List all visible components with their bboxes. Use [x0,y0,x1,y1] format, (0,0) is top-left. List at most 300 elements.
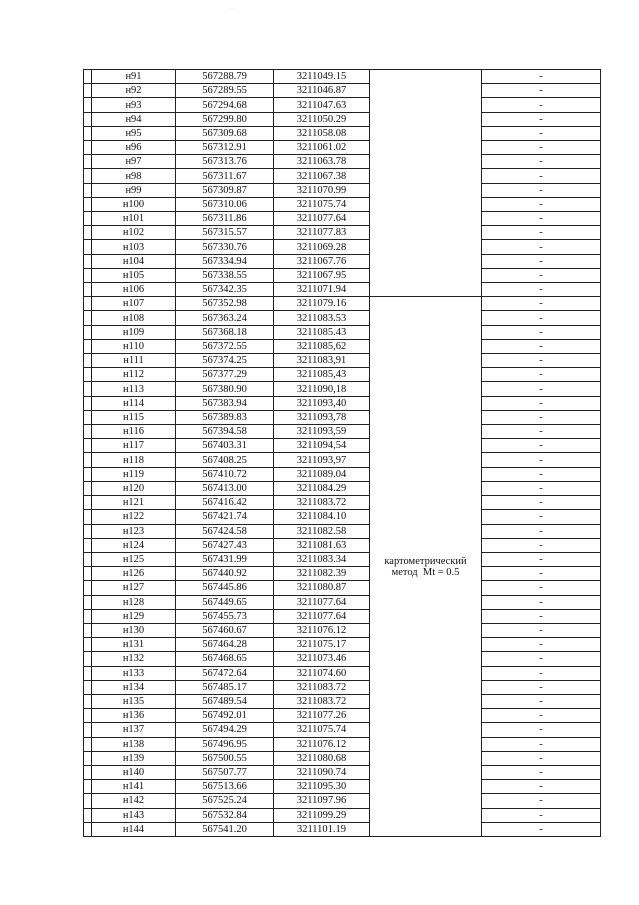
x-coordinate-cell: 567532.84 [176,808,274,822]
table-row [84,410,601,424]
row-margin-cell [84,126,92,140]
x-coordinate-cell: 567410.72 [176,467,274,481]
table-row [84,652,601,666]
last-column-cell: - [482,808,601,822]
y-coordinate-cell: 3211070.99 [274,183,370,197]
y-coordinate-cell: 3211075.17 [274,638,370,652]
x-coordinate-cell: 567338.55 [176,268,274,282]
last-column-cell: - [482,709,601,723]
y-coordinate-cell: 3211085.43 [274,325,370,339]
last-column-cell: - [482,311,601,325]
point-name-cell: н137 [92,723,176,737]
last-column-cell: - [482,98,601,112]
point-name-cell: н112 [92,368,176,382]
point-name-cell: н122 [92,510,176,524]
point-name-cell: н143 [92,808,176,822]
y-coordinate-cell: 3211081.63 [274,538,370,552]
point-name-cell: н113 [92,382,176,396]
y-coordinate-cell: 3211080.68 [274,751,370,765]
point-name-cell: н111 [92,354,176,368]
last-column-cell: - [482,481,601,495]
x-coordinate-cell: 567363.24 [176,311,274,325]
row-margin-cell [84,694,92,708]
last-column-cell: - [482,723,601,737]
table-row [84,822,601,836]
table-row [84,623,601,637]
table-row [84,680,601,694]
x-coordinate-cell: 567309.68 [176,126,274,140]
last-column-cell: - [482,254,601,268]
x-coordinate-cell: 567460.67 [176,623,274,637]
point-name-cell: н128 [92,595,176,609]
row-margin-cell [84,652,92,666]
last-column-cell: - [482,354,601,368]
y-coordinate-cell: 3211077.64 [274,595,370,609]
point-name-cell: н100 [92,197,176,211]
x-coordinate-cell: 567455.73 [176,609,274,623]
y-coordinate-cell: 3211075.74 [274,197,370,211]
table-row [84,155,601,169]
row-margin-cell [84,70,92,84]
y-coordinate-cell: 3211097.96 [274,794,370,808]
last-column-cell: - [482,283,601,297]
last-column-cell: - [482,524,601,538]
row-margin-cell [84,765,92,779]
row-margin-cell [84,822,92,836]
y-coordinate-cell: 3211074.60 [274,666,370,680]
point-name-cell: н120 [92,481,176,495]
last-column-cell: - [482,410,601,424]
point-name-cell: н107 [92,297,176,311]
point-name-cell: н94 [92,112,176,126]
last-column-cell: - [482,155,601,169]
x-coordinate-cell: 567421.74 [176,510,274,524]
y-coordinate-cell: 3211083.72 [274,680,370,694]
row-margin-cell [84,396,92,410]
y-coordinate-cell: 3211079.16 [274,297,370,311]
last-column-cell: - [482,638,601,652]
point-name-cell: н130 [92,623,176,637]
table-row [84,141,601,155]
x-coordinate-cell: 567413.00 [176,481,274,495]
y-coordinate-cell: 3211080.87 [274,581,370,595]
row-margin-cell [84,240,92,254]
row-margin-cell [84,751,92,765]
point-name-cell: н91 [92,70,176,84]
point-name-cell: н106 [92,283,176,297]
y-coordinate-cell: 3211077.26 [274,709,370,723]
x-coordinate-cell: 567440.92 [176,567,274,581]
row-margin-cell [84,680,92,694]
table-row [84,794,601,808]
x-coordinate-cell: 567394.58 [176,425,274,439]
last-column-cell: - [482,197,601,211]
point-name-cell: н108 [92,311,176,325]
y-coordinate-cell: 3211076.12 [274,623,370,637]
table-row [84,240,601,254]
table-row [84,780,601,794]
row-margin-cell [84,410,92,424]
point-name-cell: н132 [92,652,176,666]
last-column-cell: - [482,70,601,84]
table-row [84,382,601,396]
table-row [84,694,601,708]
table-row [84,439,601,453]
table-row [84,183,601,197]
table-row [84,226,601,240]
last-column-cell: - [482,552,601,566]
x-coordinate-cell: 567431.99 [176,552,274,566]
row-margin-cell [84,155,92,169]
row-margin-cell [84,496,92,510]
y-coordinate-cell: 3211075.74 [274,723,370,737]
y-coordinate-cell: 3211076.12 [274,737,370,751]
x-coordinate-cell: 567342.35 [176,283,274,297]
point-name-cell: н134 [92,680,176,694]
last-column-cell: - [482,595,601,609]
x-coordinate-cell: 567372.55 [176,339,274,353]
y-coordinate-cell: 3211067.95 [274,268,370,282]
table-row [84,311,601,325]
x-coordinate-cell: 567312.91 [176,141,274,155]
y-coordinate-cell: 3211083.53 [274,311,370,325]
row-margin-cell [84,737,92,751]
point-name-cell: н98 [92,169,176,183]
last-column-cell: - [482,765,601,779]
x-coordinate-cell: 567368.18 [176,325,274,339]
point-name-cell: н104 [92,254,176,268]
point-name-cell: н142 [92,794,176,808]
x-coordinate-cell: 567294.68 [176,98,274,112]
row-margin-cell [84,623,92,637]
row-margin-cell [84,794,92,808]
table-row [84,84,601,98]
point-name-cell: н102 [92,226,176,240]
row-margin-cell [84,524,92,538]
point-name-cell: н131 [92,638,176,652]
row-margin-cell [84,723,92,737]
row-margin-cell [84,169,92,183]
table-row [84,254,601,268]
y-coordinate-cell: 3211084.29 [274,481,370,495]
last-column-cell: - [482,240,601,254]
last-column-cell: - [482,382,601,396]
row-margin-cell [84,325,92,339]
row-margin-cell [84,226,92,240]
x-coordinate-cell: 567315.57 [176,226,274,240]
table-row [84,552,601,566]
last-column-cell: - [482,666,601,680]
last-column-cell: - [482,396,601,410]
last-column-cell: - [482,581,601,595]
method-label-line1: картометрический [384,555,467,567]
row-margin-cell [84,297,92,311]
table-row [84,609,601,623]
point-name-cell: н110 [92,339,176,353]
method-cell [370,297,482,837]
x-coordinate-cell: 567494.29 [176,723,274,737]
x-coordinate-cell: 567309.87 [176,183,274,197]
point-name-cell: н96 [92,141,176,155]
table-row [84,339,601,353]
table-row [84,325,601,339]
point-name-cell: н115 [92,410,176,424]
row-margin-cell [84,311,92,325]
table-row [84,283,601,297]
table-row [84,126,601,140]
point-name-cell: н126 [92,567,176,581]
x-coordinate-cell: 567377.29 [176,368,274,382]
row-margin-cell [84,638,92,652]
last-column-cell: - [482,496,601,510]
row-margin-cell [84,567,92,581]
y-coordinate-cell: 3211049.15 [274,70,370,84]
last-column-cell: - [482,567,601,581]
row-margin-cell [84,538,92,552]
last-column-cell: - [482,368,601,382]
row-margin-cell [84,595,92,609]
table-row [84,169,601,183]
row-margin-cell [84,254,92,268]
point-name-cell: н139 [92,751,176,765]
last-column-cell: - [482,737,601,751]
table-row [84,212,601,226]
x-coordinate-cell: 567507.77 [176,765,274,779]
last-column-cell: - [482,439,601,453]
row-margin-cell [84,382,92,396]
last-column-cell: - [482,538,601,552]
row-margin-cell [84,183,92,197]
table-row [84,396,601,410]
row-margin-cell [84,354,92,368]
last-column-cell: - [482,169,601,183]
y-coordinate-cell: 3211101.19 [274,822,370,836]
method-cell-top [370,70,482,297]
last-column-cell: - [482,652,601,666]
y-coordinate-cell: 3211047.63 [274,98,370,112]
y-coordinate-cell: 3211093,78 [274,410,370,424]
row-margin-cell [84,283,92,297]
last-column-cell: - [482,510,601,524]
row-margin-cell [84,197,92,211]
table-row [84,581,601,595]
last-column-cell: - [482,780,601,794]
y-coordinate-cell: 3211082.39 [274,567,370,581]
x-coordinate-cell: 567289.55 [176,84,274,98]
y-coordinate-cell: 3211046.87 [274,84,370,98]
last-column-cell: - [482,339,601,353]
table-row [84,510,601,524]
row-margin-cell [84,467,92,481]
row-margin-cell [84,439,92,453]
row-margin-cell [84,780,92,794]
y-coordinate-cell: 3211073.46 [274,652,370,666]
row-margin-cell [84,84,92,98]
y-coordinate-cell: 3211089.04 [274,467,370,481]
y-coordinate-cell: 3211063.78 [274,155,370,169]
x-coordinate-cell: 567424.58 [176,524,274,538]
last-column-cell: - [482,794,601,808]
x-coordinate-cell: 567408.25 [176,453,274,467]
y-coordinate-cell: 3211083.72 [274,694,370,708]
point-name-cell: н97 [92,155,176,169]
last-column-cell: - [482,268,601,282]
y-coordinate-cell: 3211077.64 [274,609,370,623]
table-row [84,98,601,112]
point-name-cell: н116 [92,425,176,439]
last-column-cell: - [482,822,601,836]
y-coordinate-cell: 3211083,91 [274,354,370,368]
last-column-cell: - [482,297,601,311]
table-row [84,538,601,552]
last-column-cell: - [482,467,601,481]
point-name-cell: н135 [92,694,176,708]
point-name-cell: н103 [92,240,176,254]
y-coordinate-cell: 3211085,43 [274,368,370,382]
x-coordinate-cell: 567311.86 [176,212,274,226]
x-coordinate-cell: 567299.80 [176,112,274,126]
table-row [84,595,601,609]
last-column-cell: - [482,126,601,140]
x-coordinate-cell: 567313.76 [176,155,274,169]
row-margin-cell [84,98,92,112]
point-name-cell: н119 [92,467,176,481]
table-row [84,567,601,581]
y-coordinate-cell: 3211058.08 [274,126,370,140]
y-coordinate-cell: 3211069.28 [274,240,370,254]
last-column-cell: - [482,425,601,439]
point-name-cell: н101 [92,212,176,226]
point-name-cell: н99 [92,183,176,197]
row-margin-cell [84,339,92,353]
point-name-cell: н93 [92,98,176,112]
last-column-cell: - [482,325,601,339]
x-coordinate-cell: 567416.42 [176,496,274,510]
point-name-cell: н124 [92,538,176,552]
last-column-cell: - [482,112,601,126]
last-column-cell: - [482,84,601,98]
y-coordinate-cell: 3211093,40 [274,396,370,410]
point-name-cell: н105 [92,268,176,282]
table-row [84,481,601,495]
x-coordinate-cell: 567492.01 [176,709,274,723]
x-coordinate-cell: 567389.83 [176,410,274,424]
row-margin-cell [84,581,92,595]
point-name-cell: н114 [92,396,176,410]
table-row [84,197,601,211]
x-coordinate-cell: 567500.55 [176,751,274,765]
y-coordinate-cell: 3211094,54 [274,439,370,453]
point-name-cell: н144 [92,822,176,836]
table-row [84,666,601,680]
point-name-cell: н95 [92,126,176,140]
y-coordinate-cell: 3211083.34 [274,552,370,566]
table-row [84,524,601,538]
table-row [84,425,601,439]
row-margin-cell [84,141,92,155]
x-coordinate-cell: 567464.28 [176,638,274,652]
y-coordinate-cell: 3211085,62 [274,339,370,353]
y-coordinate-cell: 3211090.74 [274,765,370,779]
x-coordinate-cell: 567330.76 [176,240,274,254]
y-coordinate-cell: 3211050.29 [274,112,370,126]
table-row [84,467,601,481]
row-margin-cell [84,709,92,723]
page-mark: · [231,6,233,12]
point-name-cell: н125 [92,552,176,566]
row-margin-cell [84,112,92,126]
last-column-cell: - [482,623,601,637]
point-name-cell: н92 [92,84,176,98]
table-row [84,453,601,467]
table-row [84,638,601,652]
x-coordinate-cell: 567352.98 [176,297,274,311]
y-coordinate-cell: 3211071.94 [274,283,370,297]
row-margin-cell [84,481,92,495]
table-row [84,354,601,368]
x-coordinate-cell: 567468.65 [176,652,274,666]
y-coordinate-cell: 3211093,97 [274,453,370,467]
point-name-cell: н121 [92,496,176,510]
x-coordinate-cell: 567374.25 [176,354,274,368]
x-coordinate-cell: 567489.54 [176,694,274,708]
y-coordinate-cell: 3211090,18 [274,382,370,396]
point-name-cell: н109 [92,325,176,339]
y-coordinate-cell: 3211083.72 [274,496,370,510]
row-margin-cell [84,609,92,623]
table-row [84,112,601,126]
table-row [84,751,601,765]
y-coordinate-cell: 3211095.30 [274,780,370,794]
x-coordinate-cell: 567427.43 [176,538,274,552]
table-row [84,723,601,737]
coordinates-table-body [84,70,601,837]
row-margin-cell [84,425,92,439]
table-row [84,737,601,751]
x-coordinate-cell: 567288.79 [176,70,274,84]
row-margin-cell [84,453,92,467]
point-name-cell: н141 [92,780,176,794]
point-name-cell: н138 [92,737,176,751]
last-column-cell: - [482,212,601,226]
x-coordinate-cell: 567403.31 [176,439,274,453]
row-margin-cell [84,510,92,524]
table-row [84,268,601,282]
point-name-cell: н117 [92,439,176,453]
coordinates-table [83,69,601,837]
point-name-cell: н133 [92,666,176,680]
x-coordinate-cell: 567334.94 [176,254,274,268]
y-coordinate-cell: 3211077.83 [274,226,370,240]
point-name-cell: н118 [92,453,176,467]
row-margin-cell [84,212,92,226]
x-coordinate-cell: 567311.67 [176,169,274,183]
last-column-cell: - [482,183,601,197]
x-coordinate-cell: 567449.65 [176,595,274,609]
point-name-cell: н129 [92,609,176,623]
point-name-cell: н140 [92,765,176,779]
x-coordinate-cell: 567485.17 [176,680,274,694]
y-coordinate-cell: 3211093,59 [274,425,370,439]
table-row [84,808,601,822]
table-row [84,297,601,311]
table-row [84,368,601,382]
row-margin-cell [84,808,92,822]
table-row [84,496,601,510]
x-coordinate-cell: 567525.24 [176,794,274,808]
table-row [84,709,601,723]
y-coordinate-cell: 3211099.29 [274,808,370,822]
